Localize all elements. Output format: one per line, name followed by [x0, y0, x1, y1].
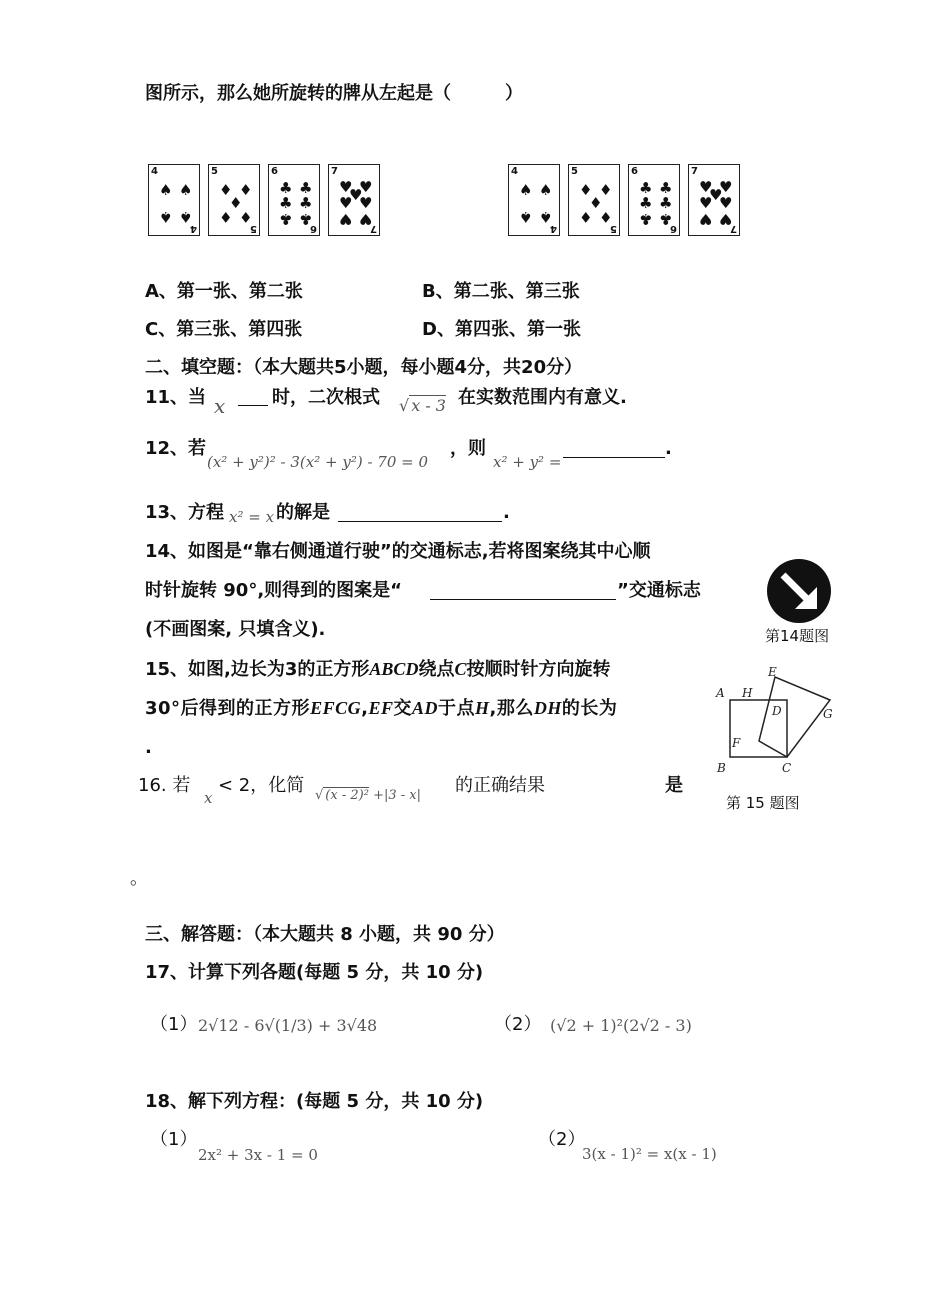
- left-card-1: [148, 164, 200, 236]
- suit-pip-icon: ♦: [599, 181, 613, 199]
- suit-pip-icon: ♠: [159, 208, 173, 226]
- q16-prefix: 16. 若: [138, 775, 191, 796]
- q18-part-2-expr: 3(x - 1)² = x(x - 1): [582, 1145, 717, 1163]
- q18-title: 18、解下列方程：(每题 5 分，共 10 分): [145, 1091, 484, 1112]
- q15-line-1: [145, 660, 610, 679]
- suit-pip-icon: ♥: [719, 178, 733, 196]
- choice-b: B、第二张、第三张: [422, 281, 580, 302]
- card-rank-inverted: 5: [610, 223, 617, 234]
- q14-figure-caption: 第14题图: [765, 627, 830, 645]
- q17-part-2-label: （2）: [494, 1014, 542, 1035]
- q14-line-1: 14、如图是“靠右侧通道行驶”的交通标志,若将图案绕其中心顺: [145, 541, 651, 562]
- q12-blank: [563, 457, 665, 458]
- q11-suffix: 在实数范围内有意义.: [458, 387, 627, 408]
- q13-equation: x² = x: [229, 508, 275, 526]
- suit-pip-icon: ♥: [359, 194, 373, 212]
- suit-pip-icon: ♥: [339, 194, 353, 212]
- q17-part-1-expr: 2√12 - 6√(1/3) + 3√48: [198, 1016, 378, 1035]
- suit-pip-icon: ♥: [359, 210, 373, 228]
- q16-expr2: +|3 - x|: [373, 788, 421, 803]
- suit-pip-icon: ♣: [659, 194, 673, 212]
- traffic-sign-icon: [765, 557, 833, 625]
- card-rank: 5: [211, 166, 218, 177]
- left-card-2: [208, 164, 260, 236]
- label-c: C: [782, 761, 792, 775]
- suit-pip-icon: ♥: [359, 178, 373, 196]
- suit-pip-icon: ♣: [299, 194, 313, 212]
- card-rank: 7: [691, 166, 698, 177]
- q16-expr1: (x - 2)²: [325, 788, 369, 803]
- q11-blank: [238, 405, 268, 406]
- q15-l2c: ,: [361, 698, 369, 719]
- q15-l2a: 30°后得到的正方形: [145, 698, 311, 719]
- suit-pip-icon: ♦: [219, 181, 233, 199]
- suit-pip-icon: ♠: [519, 208, 533, 226]
- q13-suffix: .: [503, 502, 510, 523]
- q15-square-figure: [712, 660, 842, 780]
- q15-l1e: 按顺时针方向旋转: [466, 659, 611, 680]
- q11-radical: √ x - 3: [399, 396, 446, 415]
- q17-part-2-expr: (√2 + 1)²(2√2 - 3): [550, 1016, 692, 1035]
- q14-line-2b: ”交通标志: [617, 580, 701, 601]
- choice-d: D、第四张、第一张: [422, 319, 581, 340]
- q15-l1d: C: [454, 659, 467, 679]
- q13-middle: 的解是: [276, 502, 330, 523]
- q11-middle: 时，二次根式: [272, 387, 380, 408]
- q15-l1a: 15、如图,边长为3的正方形: [145, 659, 370, 680]
- q14-line-2a: 时针旋转 90°,则得到的图案是“: [145, 580, 402, 601]
- right-card-4: [688, 164, 740, 236]
- q12-middle: ，则: [450, 438, 486, 459]
- label-b: B: [717, 761, 726, 775]
- label-d: D: [772, 704, 782, 718]
- suit-pip-icon: ♥: [349, 186, 363, 204]
- suit-pip-icon: ♦: [579, 181, 593, 199]
- q15-l2d: EF: [368, 698, 394, 718]
- q13-blank: [338, 521, 502, 522]
- question-intro: 图所示，那么她所旋转的牌从左起是（ ）: [145, 83, 523, 104]
- q14-blank: [430, 599, 616, 600]
- card-rank-inverted: 4: [550, 223, 557, 234]
- q11-radicand: x - 3: [411, 396, 446, 415]
- q15-line-2: [145, 699, 617, 718]
- label-e: E: [768, 665, 777, 679]
- right-card-3: [628, 164, 680, 236]
- q16-end: 。: [130, 868, 148, 889]
- left-card-4: [328, 164, 380, 236]
- suit-pip-icon: ♥: [699, 178, 713, 196]
- card-rank: 6: [271, 166, 278, 177]
- card-rank: 6: [631, 166, 638, 177]
- label-a: A: [716, 686, 725, 700]
- q15-l2b: EFCG: [310, 698, 362, 718]
- q15-l1b: ABCD: [369, 659, 419, 679]
- q12-suffix: .: [665, 438, 672, 459]
- label-f: F: [732, 736, 741, 750]
- suit-pip-icon: ♣: [299, 179, 313, 197]
- suit-pip-icon: ♣: [299, 210, 313, 228]
- card-rank: 4: [511, 166, 518, 177]
- suit-pip-icon: ♠: [519, 181, 533, 199]
- suit-pip-icon: ♣: [279, 179, 293, 197]
- q12-prefix: 12、若: [145, 438, 207, 459]
- choice-c: C、第三张、第四张: [145, 319, 303, 340]
- section-3-heading: 三、解答题：（本大题共 8 小题，共 90 分）: [145, 924, 505, 945]
- q16-suffix: 是: [665, 775, 683, 796]
- q12-expression: x² + y² =: [493, 453, 562, 471]
- q13-prefix: 13、方程: [145, 502, 225, 523]
- q16-variable: x: [204, 789, 213, 807]
- q15-l2i: ,那么: [489, 698, 534, 719]
- suit-pip-icon: ♦: [239, 208, 253, 226]
- card-rank: 5: [571, 166, 578, 177]
- q15-l1c: 绕点: [418, 659, 455, 680]
- q18-part-1-expr: 2x² + 3x - 1 = 0: [198, 1146, 318, 1164]
- q15-l2j: DH: [533, 698, 562, 718]
- suit-pip-icon: ♦: [229, 194, 243, 212]
- q15-line-3: .: [145, 737, 152, 758]
- suit-pip-icon: ♣: [659, 179, 673, 197]
- suit-pip-icon: ♥: [719, 210, 733, 228]
- card-rank: 7: [331, 166, 338, 177]
- suit-pip-icon: ♥: [699, 194, 713, 212]
- card-rank-inverted: 4: [190, 223, 197, 234]
- card-rank-inverted: 6: [670, 223, 677, 234]
- card-rank-inverted: 5: [250, 223, 257, 234]
- q14-line-3: (不画图案, 只填含义).: [145, 619, 326, 640]
- right-card-1: [508, 164, 560, 236]
- suit-pip-icon: ♠: [539, 208, 553, 226]
- q18-part-2-label: （2）: [538, 1129, 586, 1150]
- suit-pip-icon: ♦: [239, 181, 253, 199]
- suit-pip-icon: ♥: [709, 186, 723, 204]
- q17-title: 17、计算下列各题(每题 5 分，共 10 分): [145, 962, 484, 983]
- q16-expression: √ (x - 2)² +|3 - x|: [315, 788, 421, 803]
- section-2-heading: 二、填空题：（本大题共5小题，每小题4分，共20分）: [145, 357, 583, 378]
- card-rank-inverted: 7: [730, 223, 737, 234]
- suit-pip-icon: ♣: [279, 194, 293, 212]
- card-rank-inverted: 6: [310, 223, 317, 234]
- suit-pip-icon: ♥: [699, 210, 713, 228]
- suit-pip-icon: ♣: [659, 210, 673, 228]
- suit-pip-icon: ♠: [179, 181, 193, 199]
- suit-pip-icon: ♣: [639, 210, 653, 228]
- card-rank: 4: [151, 166, 158, 177]
- q15-l2e: 交: [393, 698, 412, 719]
- suit-pip-icon: ♥: [339, 210, 353, 228]
- suit-pip-icon: ♦: [599, 208, 613, 226]
- suit-pip-icon: ♥: [719, 194, 733, 212]
- q15-l2h: H: [474, 698, 490, 718]
- suit-pip-icon: ♦: [589, 194, 603, 212]
- q15-l2f: AD: [411, 698, 438, 718]
- q18-part-1-label: （1）: [150, 1129, 198, 1150]
- q16-middle: 的正确结果: [455, 775, 545, 796]
- label-h: H: [742, 686, 753, 700]
- suit-pip-icon: ♥: [339, 178, 353, 196]
- q12-equation: (x² + y²)² - 3(x² + y²) - 70 = 0: [207, 453, 429, 471]
- left-card-3: [268, 164, 320, 236]
- suit-pip-icon: ♠: [179, 208, 193, 226]
- q11-variable: x: [214, 394, 226, 418]
- suit-pip-icon: ♠: [159, 181, 173, 199]
- q15-l2k: 的长为: [561, 698, 618, 719]
- q17-part-1-label: （1）: [150, 1014, 198, 1035]
- choice-a: A、第一张、第二张: [145, 281, 303, 302]
- label-g: G: [823, 707, 833, 721]
- suit-pip-icon: ♣: [279, 210, 293, 228]
- right-card-2: [568, 164, 620, 236]
- q15-l2g: 于点: [437, 698, 475, 719]
- suit-pip-icon: ♦: [579, 208, 593, 226]
- suit-pip-icon: ♣: [639, 179, 653, 197]
- suit-pip-icon: ♦: [219, 208, 233, 226]
- suit-pip-icon: ♠: [539, 181, 553, 199]
- q15-figure-caption: 第 15 题图: [726, 794, 800, 812]
- suit-pip-icon: ♣: [639, 194, 653, 212]
- card-rank-inverted: 7: [370, 223, 377, 234]
- q16-lt: < 2，化简: [218, 775, 305, 796]
- q11-prefix: 11、当: [145, 387, 207, 408]
